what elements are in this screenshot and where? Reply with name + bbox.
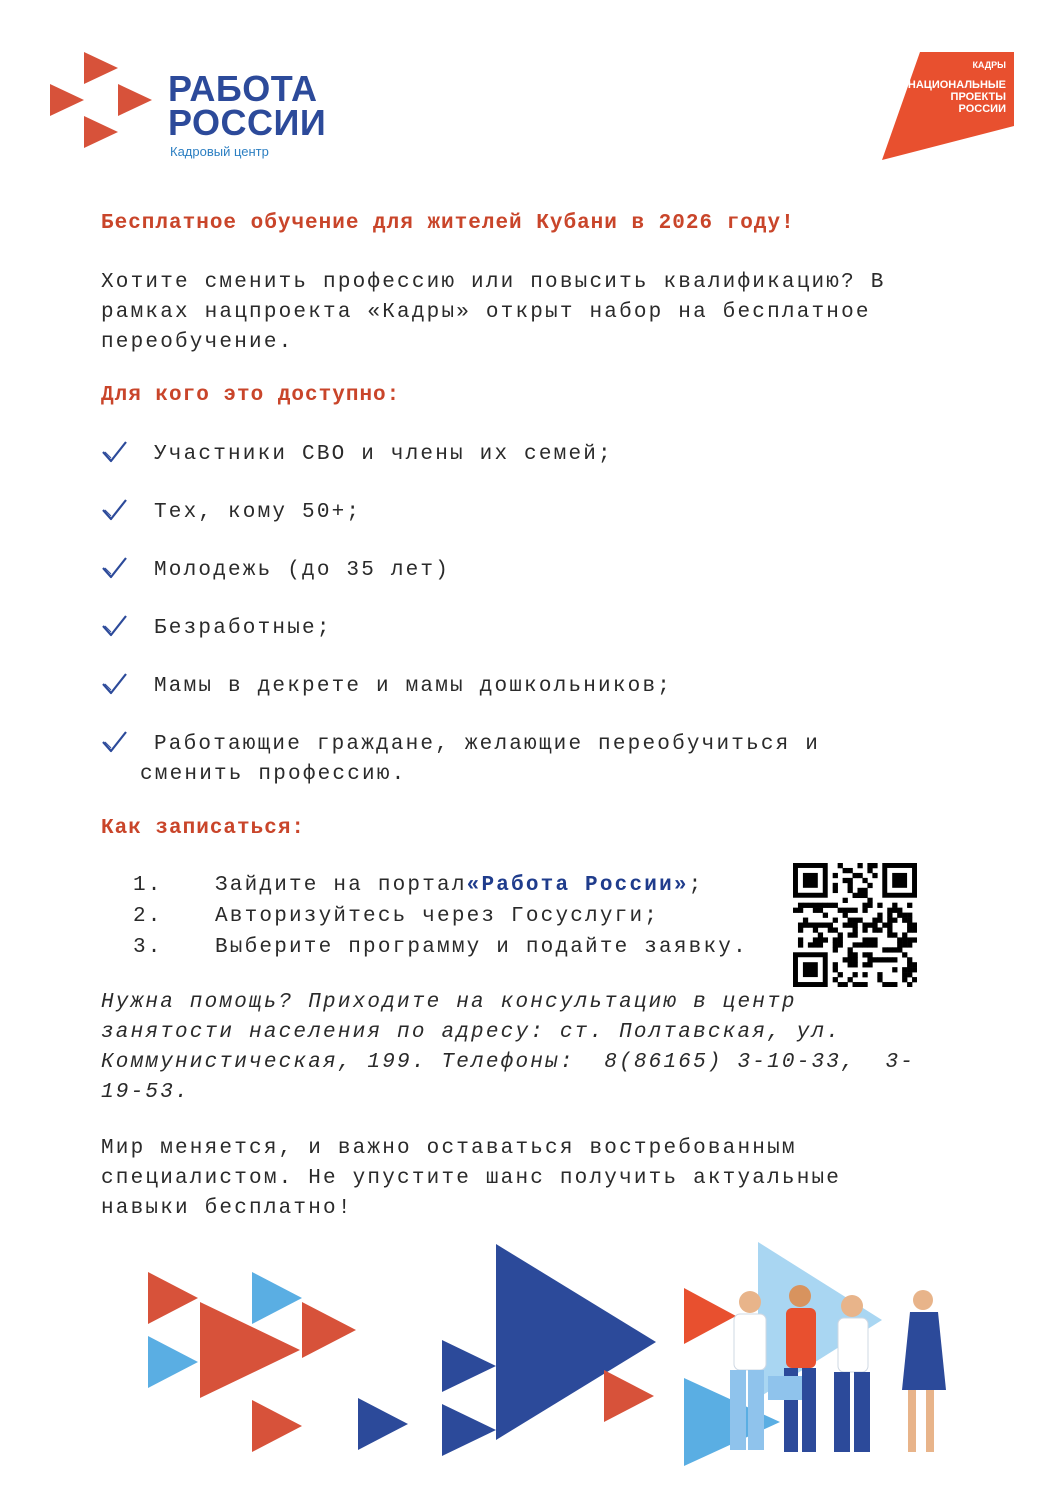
badge-line2: ПРОЕКТЫ [950, 91, 1006, 103]
list-item [133, 932, 748, 963]
audience-heading: Для кого это доступно: [101, 384, 401, 407]
list-item [133, 901, 748, 932]
logo-line1: РАБОТА [168, 68, 318, 109]
logo-triangles-icon [48, 48, 158, 163]
list-item [101, 556, 820, 614]
list-item [101, 614, 820, 672]
footer-illustration [140, 1240, 970, 1470]
list-item [101, 730, 820, 760]
audience-item-4: Безработные; [154, 617, 332, 640]
decorative-triangles-icon [140, 1240, 970, 1470]
audience-item-6: Работающие граждане, желающие переобучиться и [154, 733, 821, 756]
badge-top-label: КАДРЫ [972, 60, 1006, 70]
list-item [101, 440, 820, 498]
audience-item-1: Участники СВО и члены их семей; [154, 443, 613, 466]
checkmark-icon [101, 614, 128, 638]
badge-line3: РОССИИ [958, 103, 1006, 115]
badge-line1: НАЦИОНАЛЬНЫЕ [907, 79, 1006, 91]
step-number: 1. [133, 874, 163, 897]
rabota-rossii-logo [48, 48, 348, 163]
help-text: Нужна помощь? Приходите на консультацию в центр занятости населения по адресу: ст. Полтавская, ул. Коммунистическая, 199. Телефоны: 8(86165) 3-10-33, 3- 19-53. [101, 991, 916, 1104]
logo-line2: РОССИИ [168, 102, 327, 143]
checkmark-icon [101, 498, 128, 522]
step-text-end: ; [688, 874, 704, 897]
audience-item-6-cont: сменить профессию. [140, 763, 407, 786]
qr-code[interactable] [793, 863, 917, 987]
list-item [101, 672, 820, 730]
audience-item-3: Молодежь (до 35 лет) [154, 559, 451, 582]
steps-list [133, 870, 748, 963]
checkmark-icon [101, 672, 128, 696]
step-text: Выберите программу и подайте заявку. [215, 936, 748, 959]
logo-subtitle: Кадровый центр [170, 144, 269, 159]
closing-text: Мир меняется, и важно оставаться востребованным специалистом. Не упустите шанс получить актуальные навыки бесплатно! [101, 1137, 842, 1220]
audience-list [101, 440, 820, 790]
qr-code-icon [793, 863, 917, 987]
audience-item-2: Тех, кому 50+; [154, 501, 362, 524]
step-number: 2. [133, 905, 163, 928]
how-heading: Как записаться: [101, 817, 306, 840]
page-title: Бесплатное обучение для жителей Кубани в 2026 году! [101, 212, 795, 235]
step-number: 3. [133, 936, 163, 959]
checkmark-icon [101, 440, 128, 464]
national-projects-badge [878, 50, 1018, 162]
checkmark-icon [101, 730, 128, 754]
checkmark-icon [101, 556, 128, 580]
list-item [101, 498, 820, 556]
list-item [133, 870, 748, 901]
audience-item-5: Мамы в декрете и мамы дошкольников; [154, 675, 673, 698]
step-text: Авторизуйтесь через Госуслуги; [215, 905, 660, 928]
intro-text: Хотите сменить профессию или повысить квалификацию? В рамках нацпроекта «Кадры» открыт набор на бесплатное переобучение. [101, 271, 886, 354]
step-text: Зайдите на портал [215, 874, 467, 897]
rabota-rossii-link[interactable]: «Работа России» [466, 874, 689, 897]
